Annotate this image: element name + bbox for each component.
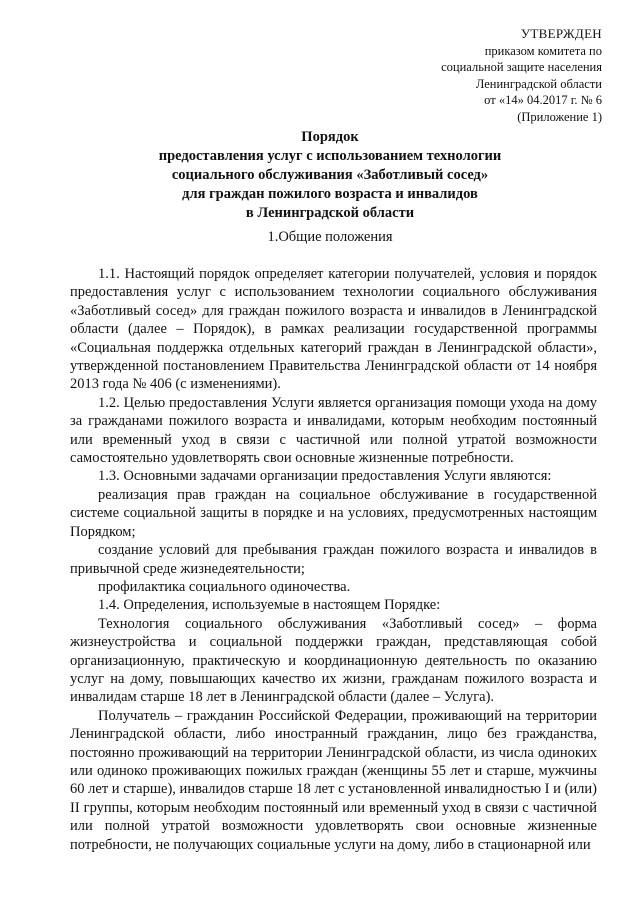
task-item: профилактика социального одиночества. (98, 578, 351, 595)
document-body (70, 265, 597, 854)
approval-line: социальной защите населения (441, 60, 602, 74)
title-line: предоставления услуг с использованием технологии (158, 148, 502, 164)
title-line: в Ленинградской области (245, 205, 415, 221)
approval-stamp (441, 26, 602, 125)
title-line: для граждан пожилого возраста и инвалидов (182, 186, 478, 202)
definition-recipient: Получатель – гражданин Российской Федерации, проживающий на территории Ленинградской области, либо иностранный гражданин, лицо без гражданства, постоянно проживающий на территории Ленинградской области, из числа одиноких или одиноко проживающих пожилых граждан (женщины 55 лет и старше, мужчины 60 лет и старше), инвалидов старше 18 лет с установленной инвалидностью I и (или) II группы, которым необходим постоянный или временный уход в связи с частичной или полной утратой возможности удовлетворять свои основные жизненные потребности, не получающих социальные услуги на дому, либо в стационарной или (70, 707, 597, 853)
section-heading: 1.Общие положения (267, 229, 393, 245)
document-title (60, 128, 600, 223)
approval-line: приказом комитета по (484, 43, 602, 58)
definition-technology: Технология социального обслуживания «Заботливый сосед» – форма жизнеустройства и социальной поддержки граждан, представляющая собой организационную, практическую и координационную деятельность по оказанию услуг на дому, повышающих качество их жизни, гражданам пожилого возраста и инвалидам старше 18 лет в Ленинградской области (далее – Услуга). (70, 615, 597, 706)
paragraph-1-3: 1.3. Основными задачами организации предоставления Услуги являются: (98, 468, 552, 485)
approval-heading: УТВЕРЖДЕН (520, 26, 602, 41)
title-line: Порядок (301, 129, 359, 145)
approval-line: Ленинградской области (475, 76, 602, 91)
paragraph-1-4: 1.4. Определения, используемые в настоящем Порядке: (98, 597, 441, 614)
task-item: создание условий для пребывания граждан пожилого возраста и инвалидов в привычной среде жизнедеятельности; (70, 542, 597, 577)
task-item: реализация прав граждан на социальное обслуживание в государственной системе социальной защиты в порядке и на условиях, предусмотренных настоящим Порядком; (70, 486, 597, 540)
approval-appendix: (Приложение 1) (517, 109, 602, 124)
paragraph-1-1: 1.1. Настоящий порядок определяет категории получателей, условия и порядок предоставления услуг с использованием технологии социального обслуживания «Заботливый сосед» для граждан пожилого возраста и инвалидов в Ленинградской области (далее – Порядок), в рамках реализации государственной программы «Социальная поддержка отдельных категорий граждан в Ленинградской области», утвержденной постановлением Правительства Ленинградской области от 14 ноября 2013 года № 406 (с изменениями). (70, 266, 597, 393)
paragraph-1-2: 1.2. Целью предоставления Услуги является организация помощи ухода на дому за гражданами пожилого возраста и инвалидами, которым необходим постоянный или временный уход в связи с частичной или полной утратой возможности самостоятельно удовлетворять свои основные жизненные потребности. (70, 394, 597, 467)
approval-date: от «14» 04.2017 г. № 6 (484, 93, 602, 107)
title-line: социального обслуживания «Заботливый сосед» (171, 167, 489, 183)
